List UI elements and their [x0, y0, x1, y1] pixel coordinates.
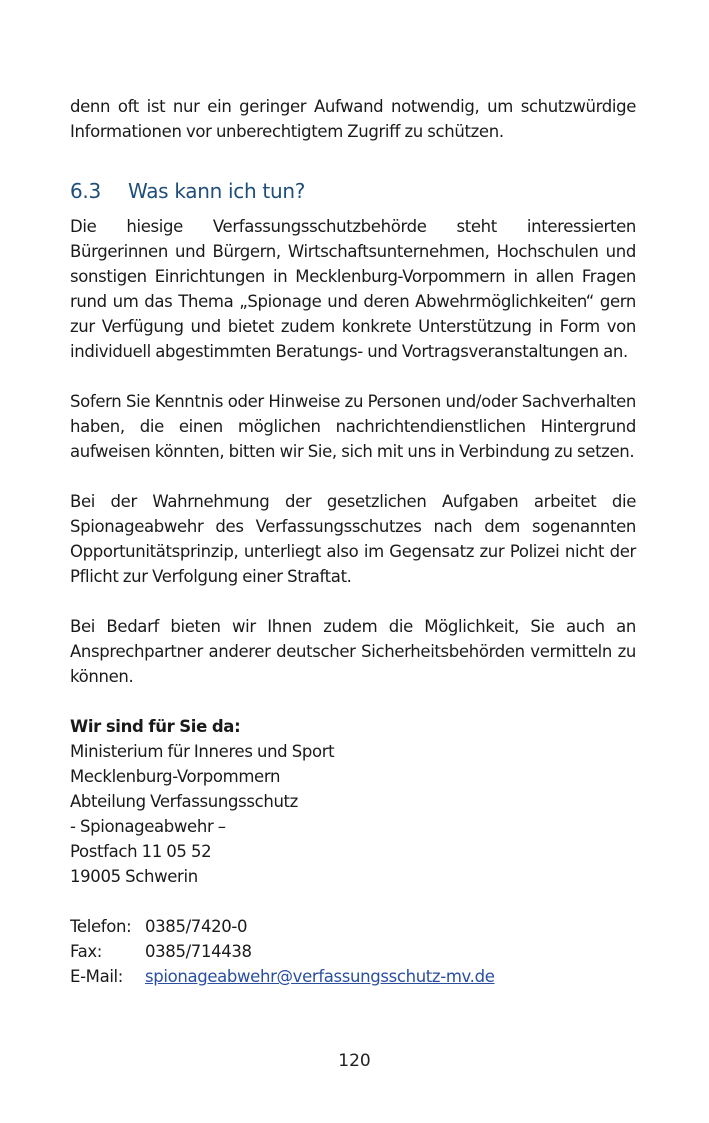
- body-paragraph-2: Sofern Sie Kenntnis oder Hinweise zu Personen und/oder Sachverhalten haben, die einen möglichen nachrichtendienstlichen Hintergrund aufweisen könnten, bitten wir Sie, sich mit uns in Verbindung zu setzen.: [70, 392, 636, 461]
- address-line: Abteilung Verfassungsschutz: [70, 792, 298, 811]
- contact-title: Wir sind für Sie da:: [70, 717, 241, 736]
- address-line: Ministerium für Inneres und Sport: [70, 742, 335, 761]
- fax-label: Fax:: [70, 942, 103, 961]
- intro-paragraph: denn oft ist nur ein geringer Aufwand notwendig, um schutzwürdige Informationen vor unberechtigtem Zugriff zu schützen.: [70, 97, 636, 141]
- page-number: 120: [338, 1051, 371, 1071]
- phone-row: [70, 914, 636, 939]
- email-label: E-Mail:: [70, 967, 124, 986]
- phone-label: Telefon:: [70, 917, 132, 936]
- address-line: 19005 Schwerin: [70, 867, 198, 886]
- body-paragraph-1: Die hiesige Verfassungsschutzbehörde steht interessierten Bürgerinnen und Bürgern, Wirtschaftsunternehmen, Hochschulen und sonstigen Einrichtungen in Mecklenburg-Vorpommern in allen Fragen rund um das Thema „Spionage und deren Abwehrmöglichkeiten“ gern zur Verfügung und bietet zudem konkrete Unterstützung in Form von individuell abgestimmten Beratungs- und Vortragsveranstaltungen an.: [70, 217, 636, 361]
- contact-address: [70, 739, 636, 889]
- address-line: Mecklenburg-Vorpommern: [70, 767, 281, 786]
- fax-row: [70, 939, 636, 964]
- address-line: - Spionageabwehr –: [70, 817, 226, 836]
- contact-block: [70, 714, 636, 889]
- section-title: Was kann ich tun?: [128, 179, 306, 203]
- body-paragraph-4: Bei Bedarf bieten wir Ihnen zudem die Möglichkeit, Sie auch an Ansprechpartner anderer deutscher Sicherheitsbehörden vermitteln zu können.: [70, 617, 636, 686]
- address-line: Postfach 11 05 52: [70, 842, 212, 861]
- contact-details: [70, 914, 636, 989]
- email-link[interactable]: spionageabwehr@verfassungsschutz-mv.de: [145, 967, 495, 986]
- section-heading: [70, 177, 636, 205]
- email-row: [70, 964, 636, 989]
- body-paragraph-3: Bei der Wahrnehmung der gesetzlichen Aufgaben arbeitet die Spionageabwehr des Verfassungsschutzes nach dem sogenannten Opportunitätsprinzip, unterliegt also im Gegensatz zur Polizei nicht der Pflicht zur Verfolgung einer Straftat.: [70, 492, 636, 586]
- phone-number: 0385/7420-0: [145, 917, 248, 936]
- section-number: 6.3: [70, 179, 101, 203]
- fax-number: 0385/714438: [145, 942, 252, 961]
- page-content: [70, 94, 636, 989]
